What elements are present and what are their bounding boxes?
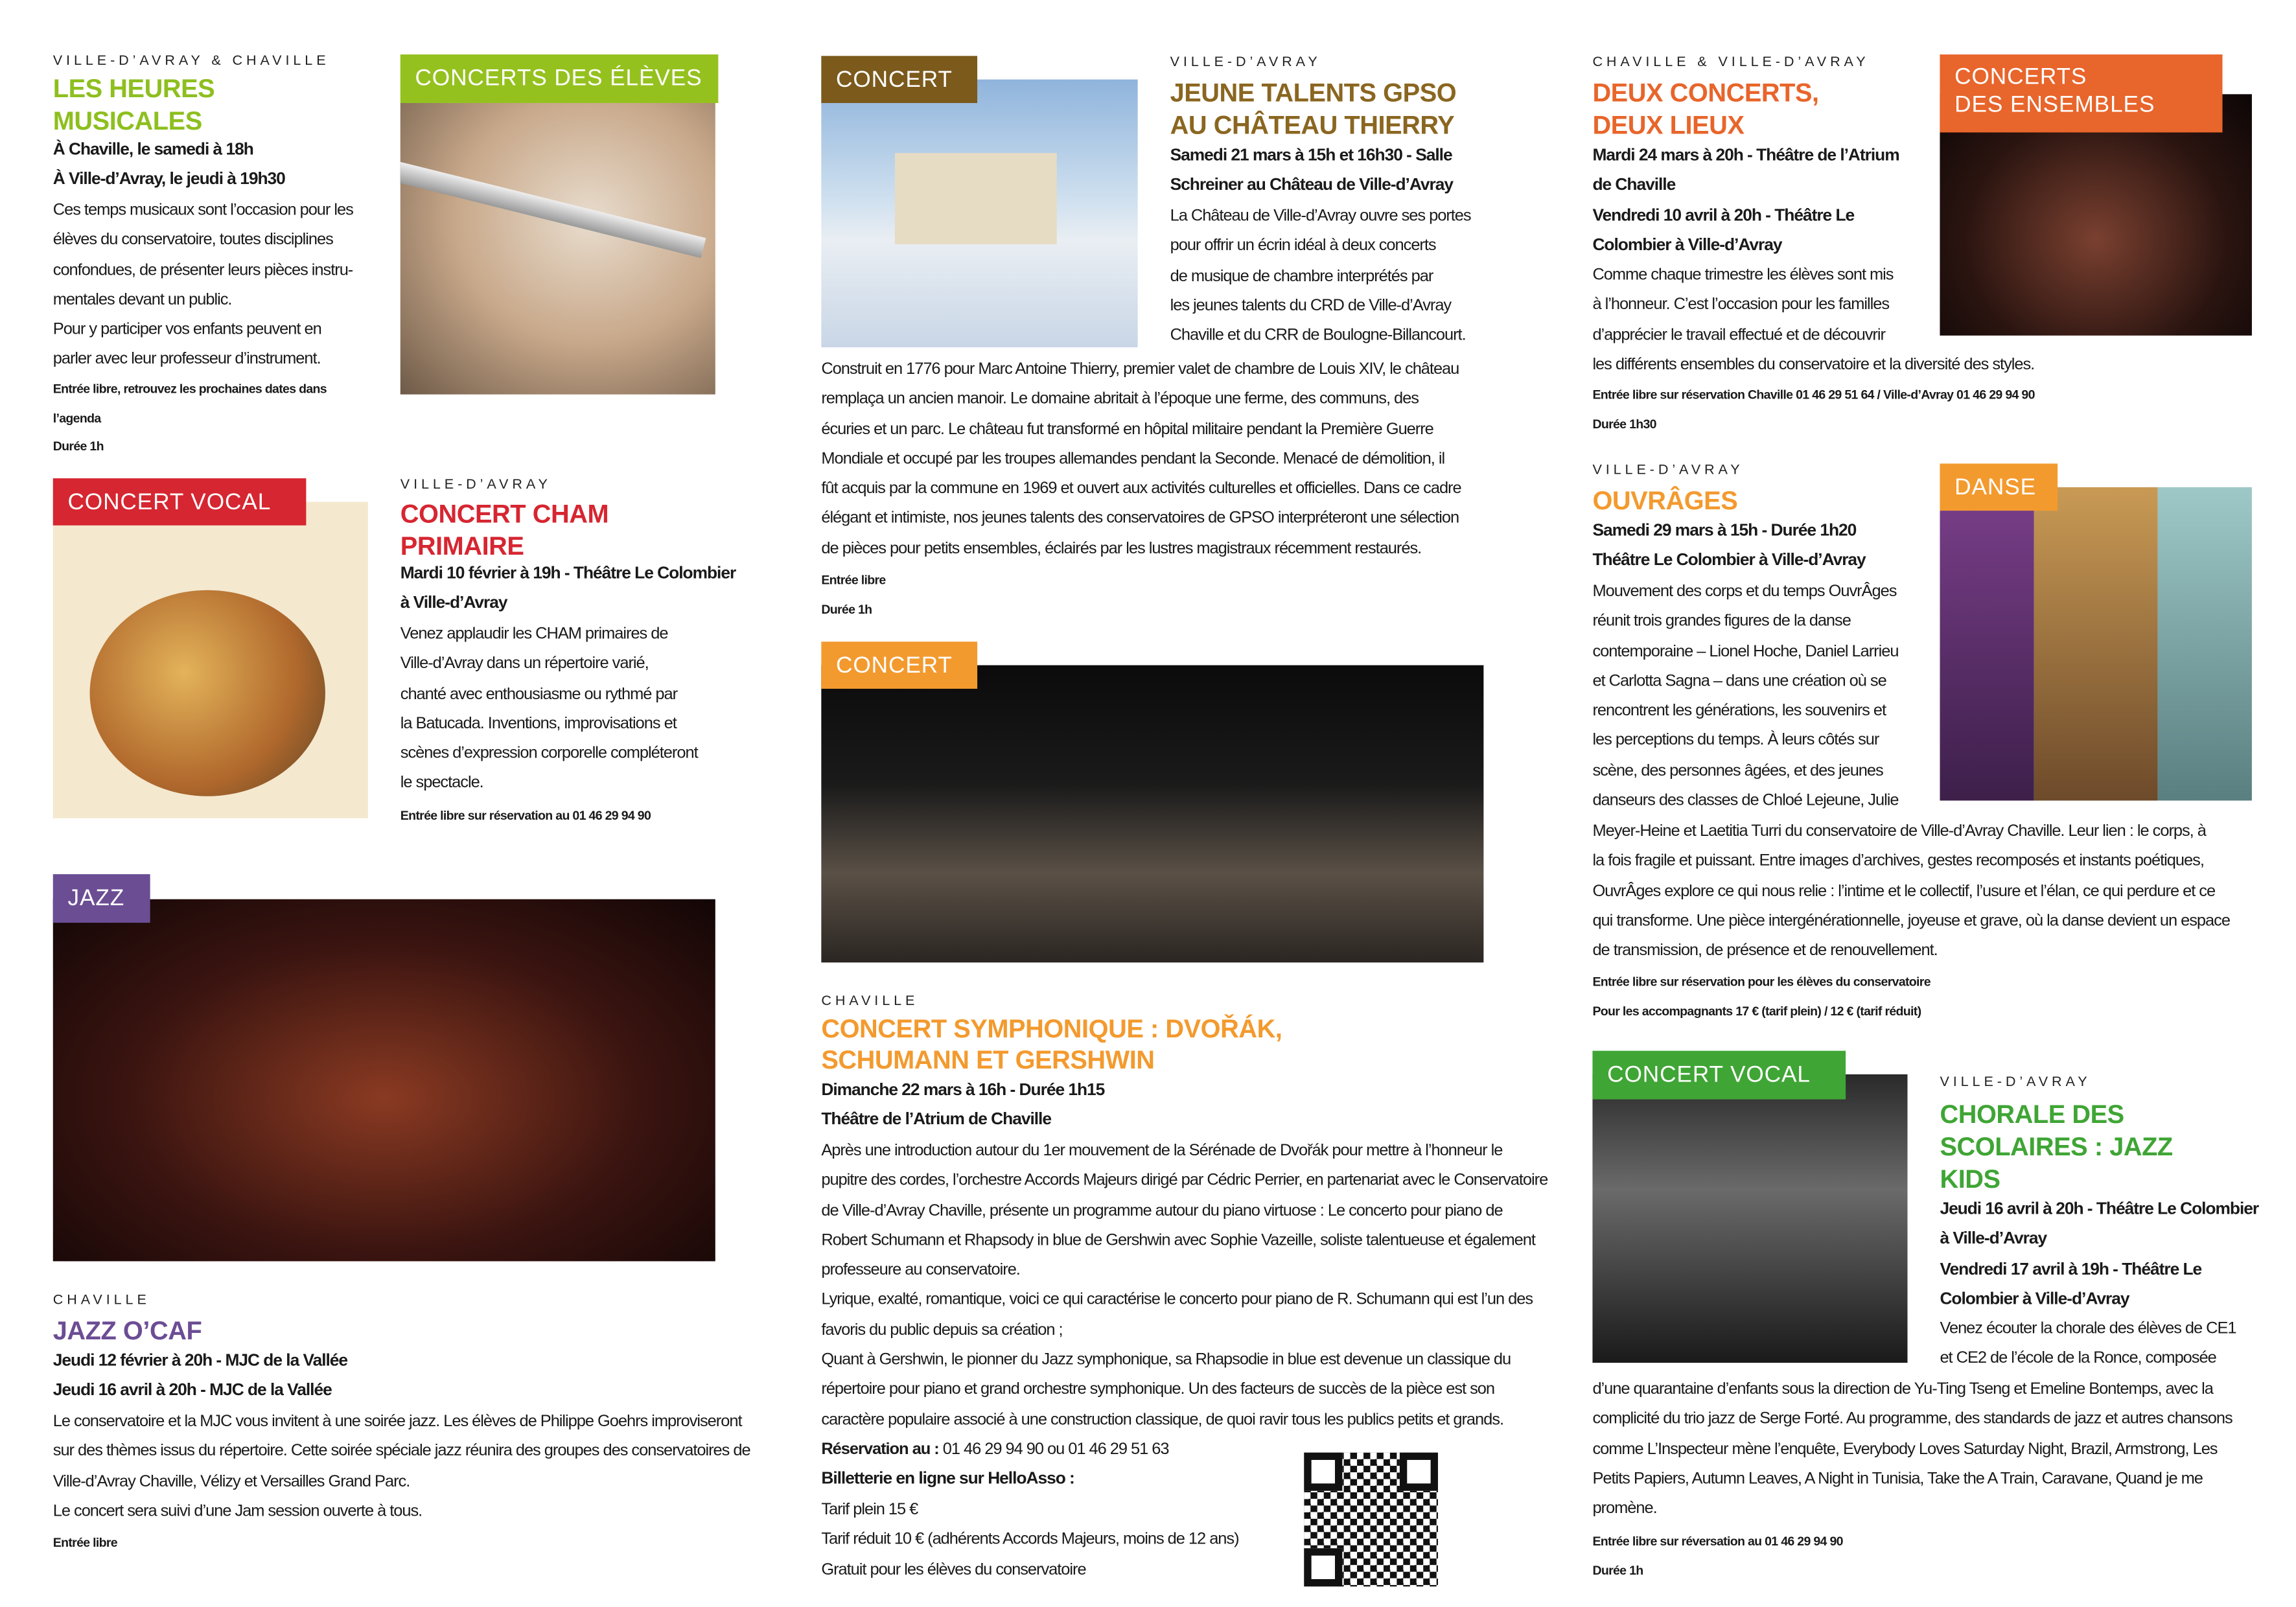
- location: CHAVILLE: [52, 1292, 150, 1309]
- text-line: Tarif plein 15 €: [821, 1501, 918, 1519]
- text-line: caractère populaire associé à une construction classique, de quoi ravir tous les publics petits et grands.: [821, 1411, 1503, 1429]
- text-line: la Batucada. Inventions, improvisations et: [400, 715, 677, 733]
- text-line: Après une introduction autour du 1er mouvement de la Sérénade de Dvořák pour mettre à l’honneur le: [821, 1142, 1503, 1160]
- text-line: comme L’Inspecteur mène l’enquête, Everybody Loves Saturday Night, Brazil, Armstrong, Les: [1592, 1440, 2218, 1458]
- event-title: [1592, 484, 1737, 516]
- event-description: [53, 196, 353, 375]
- text-line: Pour y participer vos enfants peuvent en: [52, 321, 321, 339]
- text-line: de Chaville: [1592, 175, 1676, 195]
- text-line: CONCERT CHAM: [400, 498, 609, 529]
- text-line: Schreiner au Château de Ville-d’Avray: [1170, 175, 1453, 195]
- text-line: DEUX LIEUX: [1592, 110, 1745, 140]
- event-title: [1170, 76, 1457, 141]
- text-line: scène, des personnes âgées, et des jeunes: [1592, 761, 1883, 780]
- text-line: AU CHÂTEAU THIERRY: [1170, 110, 1455, 140]
- text-line: PRIMAIRE: [400, 531, 524, 561]
- event-dates: [1592, 141, 1899, 260]
- event-info: [1592, 381, 2034, 439]
- text-line: mentales devant un public.: [52, 291, 232, 309]
- text-line: contemporaine – Lionel Hoche, Daniel Larrieu: [1592, 642, 1899, 660]
- jazz-band-photo: [53, 899, 715, 1262]
- text-line: fût acquis par la commune en 1969 et ouvert aux activités culturelles et officielles. Dans ce cadre: [821, 480, 1461, 498]
- text-line: CONCERT SYMPHONIQUE : DVOŘÁK,: [821, 1013, 1282, 1044]
- text-line: Le conservatoire et la MJC vous invitent à une soirée jazz. Les élèves de Philippe Goehrs improviseront: [52, 1413, 742, 1431]
- label-line: CONCERTS: [1954, 64, 2087, 90]
- globe-illustration: [53, 502, 368, 818]
- event-description: [1592, 260, 1893, 350]
- text-line: Le concert sera suivi d’une Jam session ouverte à tous.: [52, 1502, 423, 1520]
- text-line: de pièces pour petits ensembles, éclairés par les lustres magistraux récemment restaurés.: [821, 540, 1422, 558]
- portrait: [1940, 487, 2034, 801]
- text-line: Mouvement des corps et du temps OuvrÂges: [1592, 583, 1897, 601]
- text-line: Lyrique, exalté, romantique, voici ce qui caractérise le concerto pour piano de R. Schumann qui est l’un des: [821, 1291, 1533, 1310]
- text-line: Ville-d’Avray Chaville, Vélizy et Versailles Grand Parc.: [52, 1472, 410, 1490]
- event-dates: [1170, 141, 1453, 201]
- event-title: [821, 1014, 1282, 1076]
- text-line: pour offrir un écrin idéal à deux concerts: [1170, 237, 1436, 255]
- text-line: Vendredi 10 avril à 20h - Théâtre Le: [1592, 205, 1855, 225]
- text-line: élégant et intimiste, nos jeunes talents des conservatoires de GPSO interpréteront une sélection: [821, 509, 1459, 528]
- event-dates: [53, 135, 285, 195]
- category-label: [1940, 54, 2222, 132]
- text-line: Jeudi 16 avril à 20h - Théâtre Le Colombier: [1940, 1199, 2259, 1219]
- event-dates: [1940, 1195, 2258, 1314]
- text-line: rencontrent les générations, les souvenirs et: [1592, 702, 1886, 721]
- event-dates: [821, 1076, 1104, 1135]
- text-line: le spectacle.: [400, 774, 483, 793]
- category-label: CONCERT: [821, 56, 977, 103]
- location: VILLE-D’AVRAY & CHAVILLE: [52, 52, 330, 69]
- reservation: [821, 1435, 1168, 1464]
- event-description-cont: [1592, 351, 2034, 380]
- qr-finder: [1304, 1453, 1342, 1491]
- text-line: scènes d’expression corporelle compléteront: [400, 745, 698, 763]
- text-line: Construit en 1776 pour Marc Antoine Thierry, premier valet de chambre de Louis XIV, le château: [821, 360, 1459, 378]
- category-label: JAZZ: [53, 874, 150, 923]
- text-line: Durée 1h: [52, 438, 104, 454]
- text-line: d’une quarantaine d’enfants sous la direction de Yu-Ting Tseng et Emeline Bontemps, avec la: [1592, 1380, 2213, 1398]
- text-line: Entrée libre sur réversation au 01 46 29 94 90: [1592, 1533, 1843, 1549]
- text-line: JEUNE TALENTS GPSO: [1170, 78, 1457, 108]
- event-title: [53, 72, 215, 137]
- text-line: professeure au conservatoire.: [821, 1261, 1020, 1280]
- text-line: Dimanche 22 mars à 16h - Durée 1h15: [821, 1080, 1105, 1100]
- ticketing-label: [821, 1464, 1074, 1494]
- text-line: élèves du conservatoire, toutes disciplines: [52, 231, 333, 249]
- text-line: à Ville-d’Avray: [400, 593, 507, 613]
- text-line: répertoire pour piano et grand orchestre symphonique. Un des facteurs de succès de la pièce est son: [821, 1381, 1495, 1399]
- text-line: OUVRÂGES: [1592, 485, 1738, 515]
- text-line: Comme chaque trimestre les élèves sont mis: [1592, 266, 1894, 284]
- text-line: chanté avec enthousiasme ou rythmé par: [400, 685, 678, 703]
- text-line: la fois fragile et puissant. Entre images d’archives, gestes recomposés et instants poétiques,: [1592, 852, 2204, 870]
- qr-finder: [1304, 1548, 1342, 1586]
- text-line: OuvrÂges explore ce qui nous relie : l’intime et le collectif, l’usure et l’élan, ce qui perdure et ce: [1592, 882, 2216, 901]
- text-line: Jeudi 16 avril à 20h - MJC de la Vallée: [52, 1381, 332, 1400]
- label-line: DES ENSEMBLES: [1954, 93, 2155, 118]
- text-line: de musique de chambre interprétés par: [1170, 267, 1433, 285]
- flute-shape: [400, 162, 706, 258]
- event-description-cont: [1592, 1374, 2232, 1523]
- text-line: écuries et un parc. Le château fut transformé en hôpital militaire pendant la Première Guerre: [821, 420, 1433, 438]
- location: CHAVILLE & VILLE-D’AVRAY: [1592, 54, 1870, 71]
- category-label: CONCERT: [821, 642, 977, 689]
- event-info: [53, 1529, 117, 1558]
- event-title: [1592, 76, 1818, 141]
- text-line: Mardi 10 février à 19h - Théâtre Le Colombier: [400, 563, 736, 583]
- text-line: Robert Schumann et Rhapsody in blue de Gershwin avec Sophie Vazeille, soliste talentueuse et également: [821, 1231, 1535, 1250]
- event-info: [1592, 968, 1930, 1026]
- text-line: SCHUMANN ET GERSHWIN: [821, 1045, 1155, 1074]
- portrait: [2157, 487, 2252, 801]
- event-dates: [1592, 516, 1865, 576]
- qr-code-icon[interactable]: [1304, 1453, 1438, 1587]
- text-line: confondues, de présenter leurs pièces instru-: [52, 261, 353, 279]
- text-line: Entrée libre: [821, 572, 886, 588]
- event-info: [53, 375, 369, 461]
- text-line: Jeudi 12 février à 20h - MJC de la Vallée: [52, 1350, 348, 1370]
- event-description: [821, 1136, 1548, 1435]
- text-line: Entrée libre sur réservation au 01 46 29 94 90: [400, 807, 651, 823]
- event-dates: [53, 1347, 347, 1406]
- text-line: Mondiale et occupé par les troupes allemandes pendant la Seconde. Menacé de démolition, il: [821, 450, 1445, 468]
- text-line: Samedi 21 mars à 15h et 16h30 - Salle: [1170, 145, 1452, 165]
- text-line: et Carlotta Sagna – dans une création où se: [1592, 672, 1886, 690]
- reservation-phone: 01 46 29 94 90 ou 01 46 29 51 63: [938, 1440, 1169, 1459]
- text-line: Théâtre de l’Atrium de Chaville: [821, 1110, 1051, 1129]
- text-line: Mardi 24 mars à 20h - Théâtre de l’Atrium: [1592, 145, 1899, 165]
- text-line: remplaça un ancien manoir. Le domaine abritait à l’époque une ferme, des communs, des: [821, 390, 1419, 408]
- event-title: [1940, 1098, 2172, 1195]
- text-line: Colombier à Ville-d’Avray: [1592, 235, 1782, 255]
- text-line: Quant à Gershwin, le pionner du Jazz symphonique, sa Rhapsodie in blue est devenue un classique du: [821, 1351, 1511, 1369]
- reservation-label: Réservation au :: [821, 1440, 939, 1459]
- children-choir-photo: [1592, 1074, 1907, 1363]
- portrait: [2034, 487, 2157, 801]
- text-line: réunit trois grandes figures de la danse: [1592, 612, 1851, 630]
- text-line: et CE2 de l’école de la Ronce, composée: [1940, 1350, 2216, 1368]
- text-line: Pour les accompagnants 17 € (tarif plein) / 12 € (tarif réduit): [1592, 1002, 1921, 1018]
- category-label: CONCERT VOCAL: [1592, 1051, 1846, 1100]
- text-line: qui transforme. Une pièce intergénérationnelle, joyeuse et grave, où la danse devient un espace: [1592, 912, 2230, 931]
- qr-finder: [1400, 1453, 1438, 1491]
- event-description-cont: [1592, 817, 2230, 966]
- text-line: Durée 1h30: [1592, 415, 1656, 431]
- text-line: Ville-d’Avray dans un répertoire varié,: [400, 655, 649, 673]
- chateau-building: [895, 153, 1057, 244]
- text-line: de Ville-d’Avray Chaville, présente un programme autour du piano virtuose : Le concerto pour piano de: [821, 1201, 1503, 1220]
- ticketing-text: Billetterie en ligne sur HelloAsso :: [821, 1468, 1074, 1488]
- text-line: DEUX CONCERTS,: [1592, 78, 1819, 108]
- choreographers-portraits: [1940, 487, 2251, 801]
- text-line: Entrée libre sur réservation Chaville 01 46 29 51 64 / Ville-d’Avray 01 46 29 94 90: [1592, 387, 2035, 402]
- text-line: Théâtre Le Colombier à Ville-d’Avray: [1592, 551, 1866, 570]
- text-line: Durée 1h: [1592, 1562, 1643, 1577]
- event-description: [53, 1407, 750, 1526]
- text-line: KIDS: [1940, 1164, 2000, 1194]
- event-history: [821, 354, 1461, 564]
- text-line: À Chaville, le samedi à 18h: [52, 139, 253, 159]
- text-line: Ces temps musicaux sont l’occasion pour les: [52, 202, 353, 220]
- event-dates: [400, 559, 736, 619]
- text-line: Entrée libre: [52, 1534, 117, 1550]
- text-line: l’agenda: [52, 410, 101, 425]
- text-line: à Ville-d’Avray: [1940, 1229, 2047, 1249]
- text-line: Vendredi 17 avril à 19h - Théâtre Le: [1940, 1259, 2202, 1278]
- chateau-photo: [821, 80, 1137, 347]
- event-title: [53, 1314, 202, 1347]
- text-line: pupitre des cordes, l’orchestre Accords Majeurs dirigé par Cédric Perrier, en partenariat avec le Conservatoire: [821, 1172, 1548, 1190]
- text-line: les jeunes talents du CRD de Ville-d’Avray: [1170, 297, 1452, 315]
- orchestra-photo: [821, 665, 1483, 963]
- text-line: promène.: [1592, 1499, 1657, 1518]
- text-line: Tarif réduit 10 € (adhérents Accords Majeurs, moins de 12 ans): [821, 1531, 1239, 1549]
- category-label: CONCERT VOCAL: [53, 478, 307, 526]
- text-line: Venez applaudir les CHAM primaires de: [400, 625, 668, 643]
- event-description: [1592, 577, 1898, 816]
- text-line: Durée 1h: [821, 601, 872, 616]
- prices: [821, 1496, 1238, 1585]
- event-description: [400, 619, 698, 799]
- location: CHAVILLE: [821, 993, 919, 1010]
- text-line: Chaville et du CRR de Boulogne-Billancourt.: [1170, 327, 1466, 345]
- text-line: Samedi 29 mars à 15h - Durée 1h20: [1592, 521, 1857, 540]
- text-line: d’apprécier le travail effectué et de découvrir: [1592, 326, 1885, 344]
- text-line: danseurs des classes de Chloé Lejeune, Julie: [1592, 792, 1899, 810]
- globe-shape: [90, 590, 325, 796]
- text-line: parler avec leur professeur d’instrument.: [52, 351, 321, 369]
- text-line: À Ville-d’Avray, le jeudi à 19h30: [52, 169, 285, 189]
- category-label: CONCERTS DES ÉLÈVES: [400, 54, 719, 103]
- text-line: JAZZ O’CAF: [52, 1315, 202, 1345]
- location: VILLE-D’AVRAY: [1592, 462, 1744, 479]
- text-line: les perceptions du temps. À leurs côtés sur: [1592, 732, 1879, 750]
- event-description: [1940, 1314, 2236, 1374]
- category-label: DANSE: [1940, 463, 2058, 511]
- text-line: Petits Papiers, Autumn Leaves, A Night in Tunisia, Take the A Train, Caravane, Quand je me: [1592, 1470, 2203, 1488]
- text-line: à l’honneur. C’est l’occasion pour les familles: [1592, 296, 1890, 314]
- event-info: [821, 566, 885, 624]
- event-title: [400, 498, 609, 562]
- text-line: favoris du public depuis sa création ;: [821, 1321, 1063, 1339]
- location: VILLE-D’AVRAY: [1170, 54, 1321, 71]
- location: VILLE-D’AVRAY: [1940, 1074, 2091, 1091]
- event-description: [1170, 202, 1471, 351]
- event-info: [400, 802, 651, 831]
- text-line: Entrée libre, retrouvez les prochaines dates dans: [52, 381, 327, 396]
- text-line: Gratuit pour les élèves du conservatoire: [821, 1560, 1086, 1579]
- text-line: complicité du trio jazz de Serge Forté. Au programme, des standards de jazz et autres chansons: [1592, 1410, 2232, 1428]
- text-line: La Château de Ville-d’Avray ouvre ses portes: [1170, 207, 1471, 225]
- text-line: Entrée libre sur réservation pour les élèves du conservatoire: [1592, 974, 1931, 989]
- text-line: Venez écouter la chorale des élèves de CE1: [1940, 1320, 2236, 1338]
- location: VILLE-D’AVRAY: [400, 476, 551, 493]
- text-line: LES HEURES: [52, 73, 215, 103]
- text-line: les différents ensembles du conservatoire et la diversité des styles.: [1592, 356, 2035, 374]
- flute-photo: [400, 103, 715, 395]
- text-line: SCOLAIRES : JAZZ: [1940, 1131, 2173, 1161]
- text-line: Colombier à Ville-d’Avray: [1940, 1289, 2129, 1308]
- event-info: [1592, 1528, 1842, 1586]
- text-line: CHORALE DES: [1940, 1099, 2124, 1129]
- text-line: Meyer-Heine et Laetitia Turri du conservatoire de Ville-d’Avray Chaville. Leur lien : le corps, à: [1592, 822, 2206, 840]
- text-line: de transmission, de présence et de renouvellement.: [1592, 942, 1938, 960]
- text-line: sur des thèmes issus du répertoire. Cette soirée spéciale jazz réunira des groupes des conservatoires de: [52, 1442, 750, 1461]
- text-line: MUSICALES: [52, 106, 202, 135]
